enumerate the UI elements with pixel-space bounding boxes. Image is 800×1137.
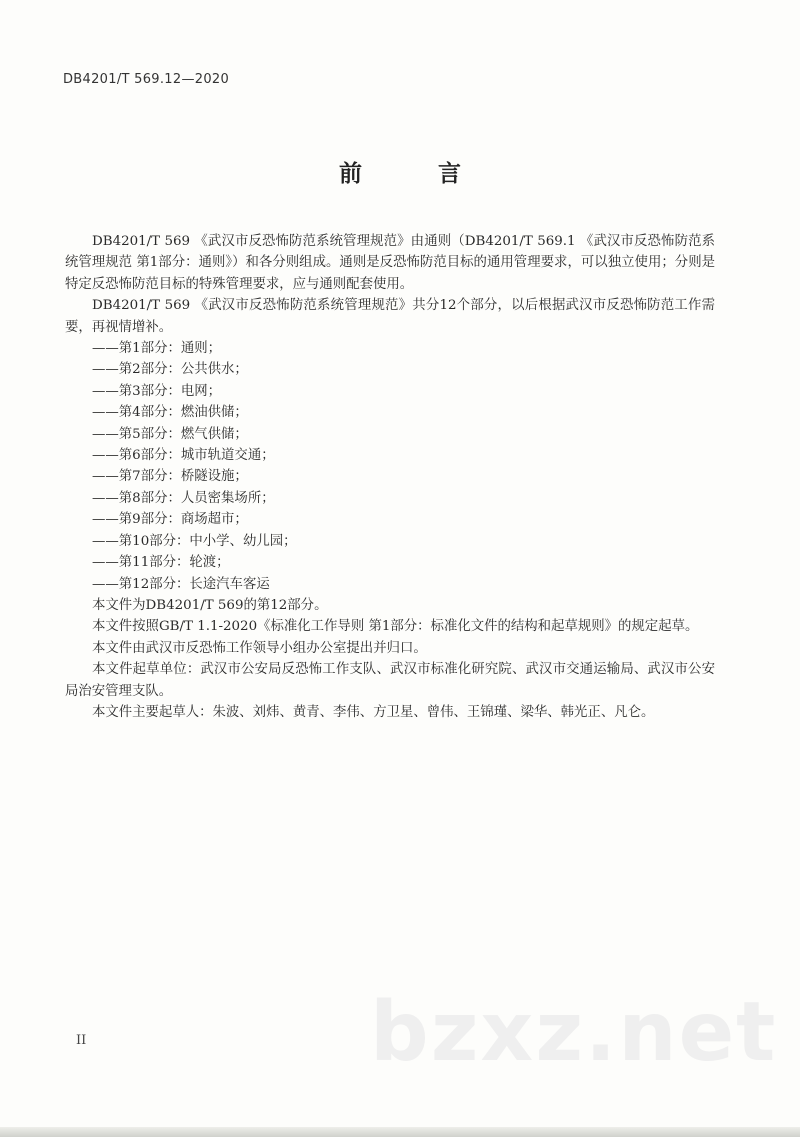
list-item: ——第2部分：公共供水；: [92, 362, 248, 378]
page-number: II: [76, 1033, 87, 1048]
paragraph-part-number: 本文件为DB4201/T 569的第12部分。: [92, 597, 328, 613]
site-watermark: bzxz.net: [370, 985, 778, 1080]
paragraph-drafters: 本文件主要起草人：朱波、刘炜、黄青、李伟、方卫星、曾伟、王锦瑾、梁华、韩光正、凡仑。: [92, 704, 655, 720]
foreword-body: [65, 231, 715, 723]
page-title: 前 言: [338, 161, 495, 187]
list-item: ——第9部分：商场超市；: [92, 512, 248, 528]
list-item: ——第11部分：轮渡；: [92, 555, 230, 571]
list-item: ——第12部分：长途汽车客运: [92, 576, 270, 592]
list-item: ——第6部分：城市轨道交通；: [92, 448, 275, 464]
paragraph-structure: DB4201/T 569 《武汉市反恐怖防范系统管理规范》由通则（DB4201/T 569.1 《武汉市反恐怖防范系统管理规范 第1部分：通则》）和各分则组成。通则是反恐怖防范目标的通用管理要求，可以独立使用；分则是特定反恐怖防范目标的特殊管理要求，应与通则配套使用。: [65, 234, 715, 292]
list-item: ——第10部分：中小学、幼儿园；: [92, 533, 297, 549]
paragraph-drafting-units: 本文件起草单位：武汉市公安局反恐怖工作支队、武汉市标准化研究院、武汉市交通运输局、武汉市公安局治安管理支队。: [65, 662, 715, 699]
list-item: ——第4部分：燃油供储；: [92, 405, 248, 421]
page-bottom-edge: [0, 1127, 800, 1137]
list-item: ——第5部分：燃气供储；: [92, 426, 248, 442]
list-item: ——第8部分：人员密集场所；: [92, 490, 275, 506]
paragraph-proposer: 本文件由武汉市反恐怖工作领导小组办公室提出并归口。: [92, 640, 427, 656]
paragraph-drafting-rules: 本文件按照GB/T 1.1-2020《标准化工作导则 第1部分：标准化文件的结构和起草规则》的规定起草。: [92, 619, 699, 635]
list-item: ——第7部分：桥隧设施；: [92, 469, 248, 485]
list-item: ——第3部分：电网；: [92, 383, 222, 399]
parts-list: [65, 338, 715, 595]
list-item: ——第1部分：通则；: [92, 341, 222, 357]
paragraph-parts-count: DB4201/T 569 《武汉市反恐怖防范系统管理规范》共分12个部分，以后根据武汉市反恐怖防范工作需要，再视情增补。: [65, 298, 715, 335]
document-code: DB4201/T 569.12—2020: [63, 72, 230, 87]
